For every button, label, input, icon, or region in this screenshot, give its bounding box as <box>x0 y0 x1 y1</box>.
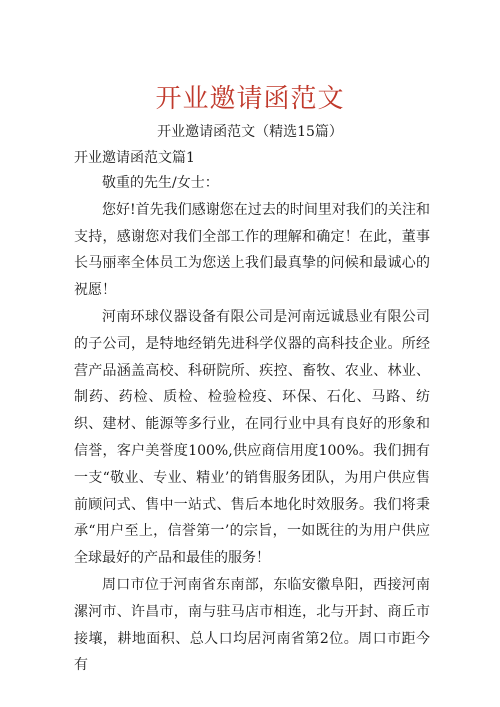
document-body <box>74 170 430 679</box>
document-subtitle: 开业邀请函范文（精选15篇） <box>157 124 343 140</box>
section-heading: 开业邀请函范文篇1 <box>74 150 195 166</box>
body-paragraph: 周口市位于河南省东南部，东临安徽阜阳，西接河南漯河市、许昌市，南与驻马店市相连，北与开封、商丘市接壤，耕地面积、总人口均居河南省第2位。周口市距今有 <box>74 576 430 674</box>
document-title: 开业邀请函范文 <box>155 84 345 114</box>
body-paragraph: 您好!首先我们感谢您在过去的时间里对我们的关注和支持，感谢您对我们全部工作的理解和确定！在此，董事长马丽率全体员工为您送上我们最真挚的问候和最诚心的祝愿！ <box>74 201 430 299</box>
body-paragraph: 河南环球仪器设备有限公司是河南远诚恳业有限公司的子公司，是特地经销先进科学仪器的高科技企业。所经营产品涵盖高校、科研院所、疾控、畜牧、农业、林业、制药、药检、质检、检验检疫、环保、石化、马路、纺织、建材、能源等多行业，在同行业中具有良好的形象和信誉，客户美誉度100%,供应商信用度100%。我们拥有一支“敬业、专业、精业’的销售服务团队，为用户供应售前顾问式、售中一站式、售后本地化时效服务。我们将秉承“用户至上，信誉第一’的宗旨，一如既往的为用户供应全球最好的产品和最佳的服务！ <box>74 308 430 567</box>
greeting-paragraph: 敬重的先生/女士： <box>102 175 219 191</box>
